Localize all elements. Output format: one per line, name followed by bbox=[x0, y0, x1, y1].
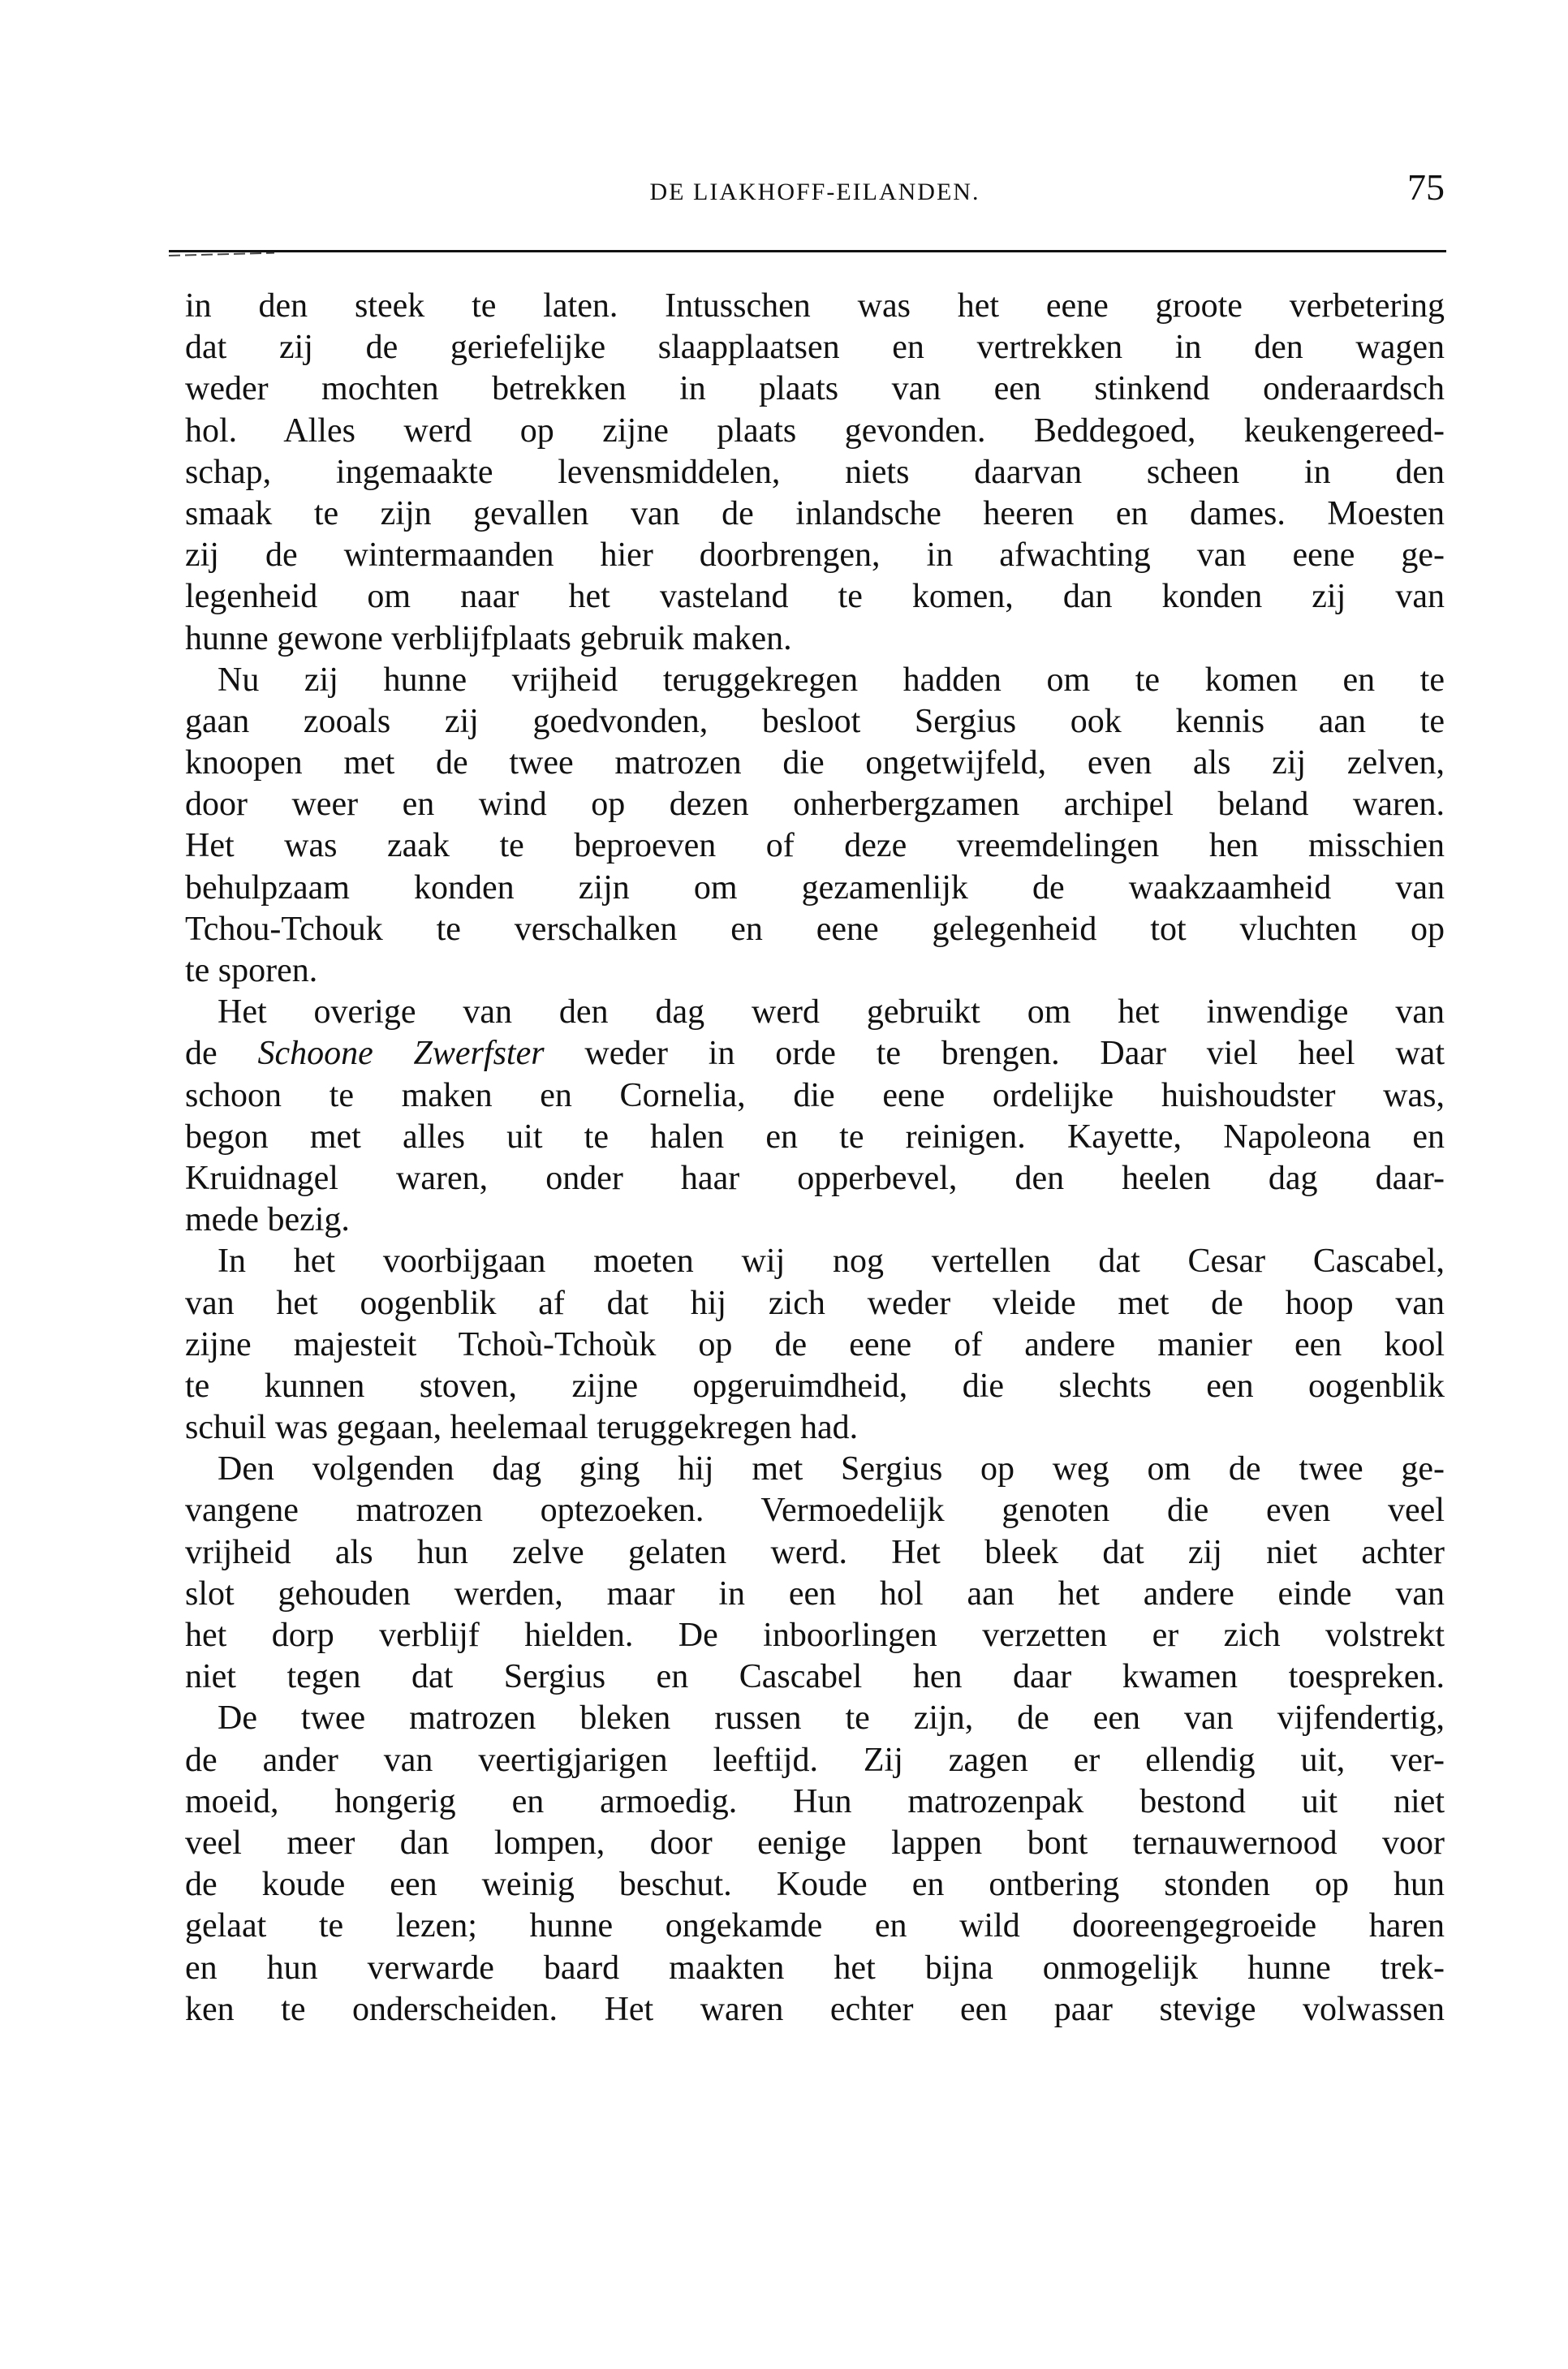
text-line: moeid, hongerig en armoedig. Hun matrozenpak bestond uit niet bbox=[185, 1782, 1445, 1820]
ship-name: Schoone Zwerfster bbox=[257, 1035, 545, 1073]
text-line: Het was zaak te beproeven of deze vreemdelingen hen misschien bbox=[185, 827, 1445, 865]
text-line: zij de wintermaanden hier doorbrengen, in afwachting van eene ge- bbox=[185, 536, 1445, 575]
text-line bbox=[185, 1033, 1445, 1075]
text-line: Den volgenden dag ging hij met Sergius op weg om de twee ge- bbox=[218, 1450, 1445, 1488]
text-line: zijne majesteit Tchoù-Tchoùk op de eene of andere manier een kool bbox=[185, 1325, 1445, 1363]
text-line: dat zij de geriefelijke slaapplaatsen en vertrekken in den wagen bbox=[185, 329, 1445, 367]
text-line: te kunnen stoven, zijne opgeruimdheid, die slechts een oogenblik bbox=[185, 1367, 1445, 1405]
text-line: behulpzaam konden zijn om gezamenlijk de waakzaamheid van bbox=[185, 868, 1445, 907]
text-line: de koude een weinig beschut. Koude en ontbering stonden op hun bbox=[185, 1866, 1445, 1904]
text-line: gaan zooals zij goedvonden, besloot Sergius ook kennis aan te bbox=[185, 702, 1445, 740]
text-line: begon met alles uit te halen en te reinigen. Kayette, Napoleona en bbox=[185, 1118, 1445, 1156]
text-line: De twee matrozen bleken russen te zijn, de een van vijfendertig, bbox=[218, 1699, 1445, 1738]
text-line: Tchou-Tchouk te verschalken en eene gelegenheid tot vluchten op bbox=[185, 910, 1445, 948]
text-line: schap, ingemaakte levensmiddelen, niets daarvan scheen in den bbox=[185, 453, 1445, 491]
text-line: in den steek te laten. Intusschen was het eene groote verbetering bbox=[185, 287, 1445, 325]
text-line: legenheid om naar het vasteland te komen, dan konden zij van bbox=[185, 578, 1445, 616]
text-line: hunne gewone verblijfplaats gebruik maken. bbox=[185, 619, 792, 657]
text-line: slot gehouden werden, maar in een hol aan het andere einde van bbox=[185, 1574, 1445, 1613]
text-line: van het oogenblik af dat hij zich weder vleide met de hoop van bbox=[185, 1284, 1445, 1322]
text-line: veel meer dan lompen, door eenige lappen bont ternauwernood voor bbox=[185, 1824, 1445, 1862]
text-line: hol. Alles werd op zijne plaats gevonden. Beddegoed, keukengereed- bbox=[185, 411, 1445, 450]
text-line: te sporen. bbox=[185, 952, 318, 989]
text-line: Nu zij hunne vrijheid teruggekregen hadden om te komen en te bbox=[218, 661, 1445, 699]
header-rule-fade bbox=[169, 252, 274, 256]
text-line: knoopen met de twee matrozen die ongetwijfeld, even als zij zelven, bbox=[185, 744, 1445, 782]
body-text bbox=[185, 286, 1445, 2031]
text-line: schoon te maken en Cornelia, die eene ordelijke huishoudster was, bbox=[185, 1076, 1445, 1114]
text-fragment: weder in orde te brengen. Daar viel heel wat bbox=[544, 1035, 1445, 1073]
text-fragment: de bbox=[185, 1035, 258, 1073]
text-line: Kruidnagel waren, onder haar opperbevel, den heelen dag daar- bbox=[185, 1159, 1445, 1197]
text-line: niet tegen dat Sergius en Cascabel hen daar kwamen toespreken. bbox=[185, 1658, 1445, 1696]
text-line: Het overige van den dag werd gebruikt om het inwendige van bbox=[218, 993, 1445, 1032]
running-title: DE LIAKHOFF-EILANDEN. bbox=[649, 179, 980, 205]
text-line: vrijheid als hun zelve gelaten werd. Het bleek dat zij niet achter bbox=[185, 1533, 1445, 1571]
text-line: gelaat te lezen; hunne ongekamde en wild dooreengegroeide haren bbox=[185, 1907, 1445, 1945]
text-line: en hun verwarde baard maakten het bijna onmogelijk hunne trek- bbox=[185, 1949, 1445, 1987]
text-line: ken te onderscheiden. Het waren echter een paar stevige volwassen bbox=[185, 1990, 1445, 2028]
text-line: weder mochten betrekken in plaats van een stinkend onderaardsch bbox=[185, 370, 1445, 408]
text-line: het dorp verblijf hielden. De inboorlingen verzetten er zich volstrekt bbox=[185, 1617, 1445, 1654]
page-number: 75 bbox=[1407, 166, 1445, 208]
text-line: schuil was gegaan, heelemaal teruggekregen had. bbox=[185, 1409, 859, 1447]
text-line: In het voorbijgaan moeten wij nog vertellen dat Cesar Cascabel, bbox=[218, 1243, 1445, 1281]
text-line: smaak te zijn gevallen van de inlandsche heeren en dames. Moesten bbox=[185, 494, 1445, 532]
text-line: door weer en wind op dezen onherbergzamen archipel beland waren. bbox=[185, 786, 1445, 824]
header-rule bbox=[169, 250, 1446, 252]
running-head bbox=[185, 166, 1445, 218]
text-line: de ander van veertigjarigen leeftijd. Zij zagen er ellendig uit, ver- bbox=[185, 1741, 1445, 1779]
text-line: mede bezig. bbox=[185, 1201, 350, 1239]
text-line: vangene matrozen optezoeken. Vermoedelijk genoten die even veel bbox=[185, 1492, 1445, 1530]
